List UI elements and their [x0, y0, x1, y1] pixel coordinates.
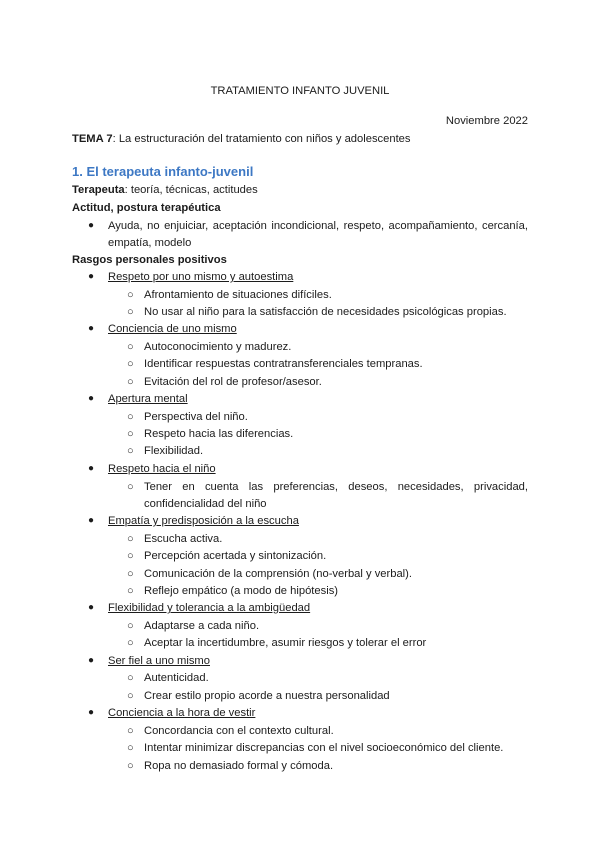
- circle-bullet-icon: ○: [127, 725, 134, 737]
- bullet-icon: ●: [88, 271, 95, 282]
- rasgo-item: Tener en cuenta las preferencias, deseos, necesidades, privacidad,: [144, 481, 528, 493]
- rasgo-label: Respeto por uno mismo y autoestima: [108, 271, 294, 283]
- circle-bullet-icon: ○: [127, 376, 134, 388]
- circle-bullet-icon: ○: [127, 428, 134, 440]
- rasgo-item: Autoconocimiento y madurez.: [144, 341, 292, 353]
- circle-bullet-icon: ○: [127, 481, 134, 493]
- circle-bullet-icon: ○: [127, 533, 134, 545]
- terapeuta-label: Terapeuta: [72, 184, 125, 196]
- rasgo-item: Escucha activa.: [144, 533, 223, 545]
- circle-bullet-icon: ○: [127, 620, 134, 632]
- bullet-icon: ●: [88, 707, 95, 718]
- rasgo-label: Respeto hacia el niño: [108, 463, 216, 475]
- rasgo-item: Respeto hacia las diferencias.: [144, 428, 294, 440]
- rasgo-item: Crear estilo propio acorde a nuestra personalidad: [144, 690, 390, 702]
- terapeuta-line: [72, 183, 258, 197]
- rasgo-item: Adaptarse a cada niño.: [144, 620, 260, 632]
- circle-bullet-icon: ○: [127, 568, 134, 580]
- rasgo-item: Ropa no demasiado formal y cómoda.: [144, 760, 334, 772]
- circle-bullet-icon: ○: [127, 411, 134, 423]
- rasgo-item: Perspectiva del niño.: [144, 411, 248, 423]
- rasgo-item: Identificar respuestas contratransferenciales tempranas.: [144, 358, 423, 370]
- rasgo-label: Ser fiel a uno mismo: [108, 655, 210, 667]
- rasgo-item: confidencialidad del niño: [144, 498, 267, 510]
- rasgo-item: Comunicación de la comprensión (no-verbal y verbal).: [144, 568, 413, 580]
- bullet-icon: ●: [88, 220, 95, 231]
- circle-bullet-icon: ○: [127, 445, 134, 457]
- rasgo-item: Autenticidad.: [144, 672, 209, 684]
- rasgo-label: Conciencia a la hora de vestir: [108, 707, 256, 719]
- document-title: TRATAMIENTO INFANTO JUVENIL: [210, 85, 390, 97]
- rasgos-heading: Rasgos personales positivos: [72, 254, 227, 266]
- rasgo-item: Concordancia con el contexto cultural.: [144, 725, 334, 737]
- rasgo-item: Reflejo empático (a modo de hipótesis): [144, 585, 339, 597]
- rasgo-item: Evitación del rol de profesor/asesor.: [144, 376, 322, 388]
- circle-bullet-icon: ○: [127, 690, 134, 702]
- rasgo-item: Flexibilidad.: [144, 445, 204, 457]
- circle-bullet-icon: ○: [127, 289, 134, 301]
- section-heading: 1. El terapeuta infanto-juvenil: [72, 164, 254, 179]
- bullet-icon: ●: [88, 515, 95, 526]
- circle-bullet-icon: ○: [127, 742, 134, 754]
- circle-bullet-icon: ○: [127, 672, 134, 684]
- rasgo-label: Empatía y predisposición a la escucha: [108, 515, 299, 527]
- rasgo-item: Aceptar la incertidumbre, asumir riesgos y tolerar el error: [144, 637, 427, 649]
- rasgo-item: Afrontamiento de situaciones difíciles.: [144, 289, 332, 301]
- actitud-heading: Actitud, postura terapéutica: [72, 202, 221, 214]
- actitud-text-line2: empatía, modelo: [108, 237, 192, 249]
- circle-bullet-icon: ○: [127, 760, 134, 772]
- bullet-icon: ●: [88, 463, 95, 474]
- bullet-icon: ●: [88, 393, 95, 404]
- bullet-icon: ●: [88, 602, 95, 613]
- circle-bullet-icon: ○: [127, 550, 134, 562]
- circle-bullet-icon: ○: [127, 637, 134, 649]
- tema-text: : La estructuración del tratamiento con niños y adolescentes: [112, 133, 411, 145]
- document-date: Noviembre 2022: [445, 115, 528, 127]
- bullet-icon: ●: [88, 323, 95, 334]
- bullet-icon: ●: [88, 655, 95, 666]
- circle-bullet-icon: ○: [127, 358, 134, 370]
- rasgo-label: Apertura mental: [108, 393, 188, 405]
- tema-line: [72, 132, 411, 146]
- actitud-text-line1: Ayuda, no enjuiciar, aceptación incondicional, respeto, acompañamiento, cercanía,: [108, 220, 528, 232]
- rasgo-item: Percepción acertada y sintonización.: [144, 550, 327, 562]
- circle-bullet-icon: ○: [127, 341, 134, 353]
- rasgo-label: Flexibilidad y tolerancia a la ambigüedad: [108, 602, 311, 614]
- rasgo-item: Intentar minimizar discrepancias con el nivel socioeconómico del cliente.: [144, 742, 504, 754]
- circle-bullet-icon: ○: [127, 585, 134, 597]
- rasgo-item: No usar al niño para la satisfacción de necesidades psicológicas propias.: [144, 306, 507, 318]
- circle-bullet-icon: ○: [127, 306, 134, 318]
- terapeuta-text: : teoría, técnicas, actitudes: [124, 184, 258, 196]
- tema-label: TEMA 7: [72, 133, 113, 145]
- rasgo-label: Conciencia de uno mismo: [108, 323, 237, 335]
